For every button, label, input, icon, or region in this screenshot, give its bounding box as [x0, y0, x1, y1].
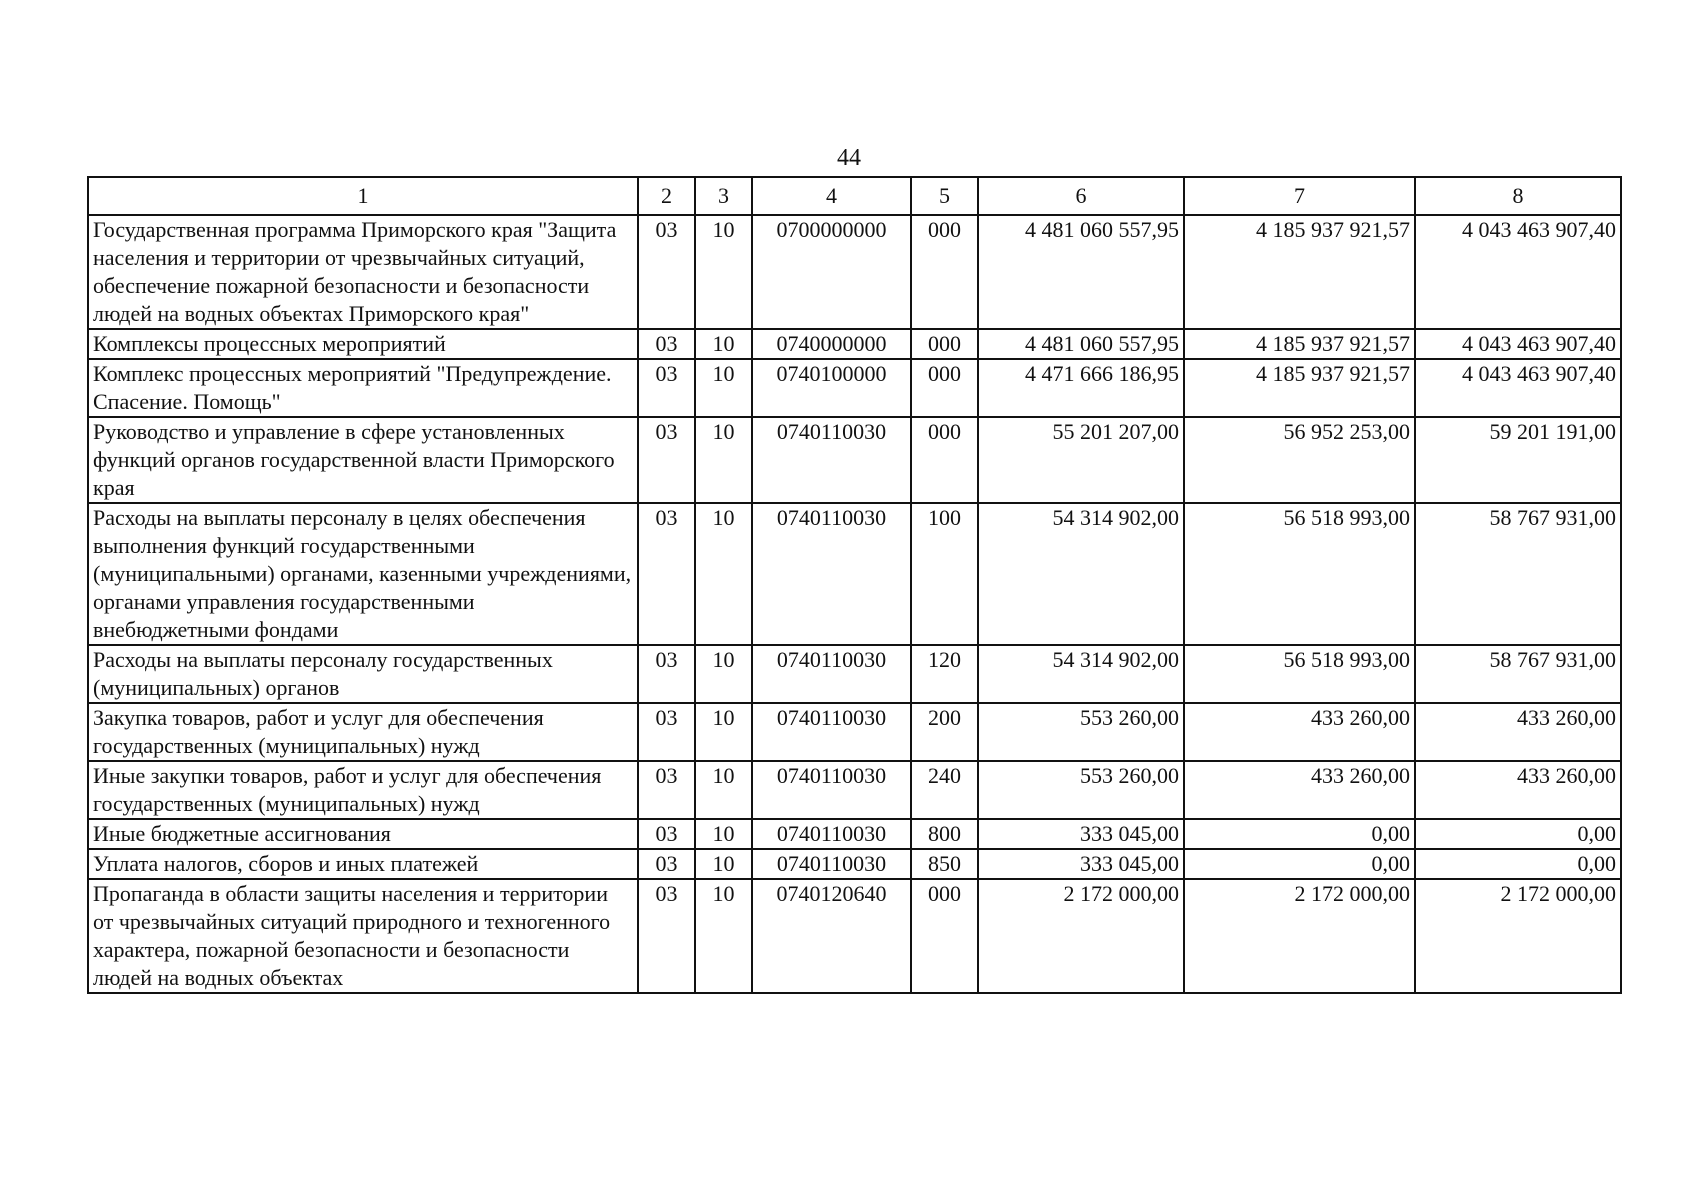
expense-type-code: 800: [911, 819, 978, 849]
expense-type-code: 120: [911, 645, 978, 703]
subsection-code: 10: [695, 703, 752, 761]
amount-col8: 58 767 931,00: [1415, 645, 1621, 703]
item-name: Иные закупки товаров, работ и услуг для обеспечения государственных (муниципальных) нужд: [88, 761, 638, 819]
expense-type-code: 100: [911, 503, 978, 645]
amount-col8: 0,00: [1415, 849, 1621, 879]
amount-col7: 2 172 000,00: [1184, 879, 1415, 993]
amount-col8: 2 172 000,00: [1415, 879, 1621, 993]
item-name: Комплекс процессных мероприятий "Предупреждение. Спасение. Помощь": [88, 359, 638, 417]
target-article-code: 0740100000: [752, 359, 911, 417]
target-article-code: 0740110030: [752, 645, 911, 703]
amount-col6: 4 471 666 186,95: [978, 359, 1184, 417]
target-article-code: 0700000000: [752, 215, 911, 329]
expense-type-code: 000: [911, 215, 978, 329]
amount-col6: 4 481 060 557,95: [978, 215, 1184, 329]
amount-col6: 553 260,00: [978, 761, 1184, 819]
amount-col8: 4 043 463 907,40: [1415, 329, 1621, 359]
item-name: Пропаганда в области защиты населения и территории от чрезвычайных ситуаций природного и техногенного характера, пожарной безопасности и безопасности людей на водных объектах: [88, 879, 638, 993]
amount-col6: 4 481 060 557,95: [978, 329, 1184, 359]
column-header: 7: [1184, 177, 1415, 215]
table-row: [88, 359, 1621, 417]
table-row: [88, 761, 1621, 819]
subsection-code: 10: [695, 645, 752, 703]
amount-col6: 553 260,00: [978, 703, 1184, 761]
table-row: [88, 819, 1621, 849]
section-code: 03: [638, 215, 695, 329]
amount-col7: 4 185 937 921,57: [1184, 329, 1415, 359]
item-name: Комплексы процессных мероприятий: [88, 329, 638, 359]
target-article-code: 0740110030: [752, 819, 911, 849]
amount-col8: 59 201 191,00: [1415, 417, 1621, 503]
target-article-code: 0740110030: [752, 849, 911, 879]
table-row: [88, 879, 1621, 993]
amount-col7: 0,00: [1184, 849, 1415, 879]
section-code: 03: [638, 359, 695, 417]
page-number: 44: [837, 145, 861, 171]
amount-col7: 433 260,00: [1184, 703, 1415, 761]
table-row: [88, 645, 1621, 703]
amount-col7: 0,00: [1184, 819, 1415, 849]
section-code: 03: [638, 645, 695, 703]
subsection-code: 10: [695, 879, 752, 993]
column-header: 1: [88, 177, 638, 215]
table-row: [88, 703, 1621, 761]
amount-col8: 58 767 931,00: [1415, 503, 1621, 645]
item-name: Государственная программа Приморского края "Защита населения и территории от чрезвычайных ситуаций, обеспечение пожарной безопасности и безопасности людей на водных объектах Приморского края": [88, 215, 638, 329]
amount-col8: 433 260,00: [1415, 761, 1621, 819]
expense-type-code: 850: [911, 849, 978, 879]
table-body: [88, 215, 1621, 993]
table-row: [88, 849, 1621, 879]
amount-col7: 56 952 253,00: [1184, 417, 1415, 503]
expense-type-code: 240: [911, 761, 978, 819]
header-row: [88, 177, 1621, 215]
column-header: 8: [1415, 177, 1621, 215]
item-name: Расходы на выплаты персоналу государственных (муниципальных) органов: [88, 645, 638, 703]
target-article-code: 0740000000: [752, 329, 911, 359]
subsection-code: 10: [695, 849, 752, 879]
item-name: Расходы на выплаты персоналу в целях обеспечения выполнения функций государственными (муниципальными) органами, казенными учреждениями, органами управления государственными внебюджетными фондами: [88, 503, 638, 645]
amount-col8: 433 260,00: [1415, 703, 1621, 761]
target-article-code: 0740120640: [752, 879, 911, 993]
subsection-code: 10: [695, 819, 752, 849]
item-name: Иные бюджетные ассигнования: [88, 819, 638, 849]
amount-col6: 2 172 000,00: [978, 879, 1184, 993]
amount-col6: 54 314 902,00: [978, 503, 1184, 645]
subsection-code: 10: [695, 503, 752, 645]
target-article-code: 0740110030: [752, 761, 911, 819]
amount-col6: 54 314 902,00: [978, 645, 1184, 703]
target-article-code: 0740110030: [752, 703, 911, 761]
section-code: 03: [638, 849, 695, 879]
subsection-code: 10: [695, 761, 752, 819]
section-code: 03: [638, 417, 695, 503]
section-code: 03: [638, 703, 695, 761]
column-header: 3: [695, 177, 752, 215]
amount-col8: 4 043 463 907,40: [1415, 215, 1621, 329]
amount-col8: 0,00: [1415, 819, 1621, 849]
column-header: 5: [911, 177, 978, 215]
expense-type-code: 000: [911, 329, 978, 359]
expense-type-code: 000: [911, 359, 978, 417]
table-row: [88, 215, 1621, 329]
target-article-code: 0740110030: [752, 503, 911, 645]
budget-table: [87, 176, 1622, 994]
section-code: 03: [638, 503, 695, 645]
item-name: Руководство и управление в сфере установленных функций органов государственной власти Приморского края: [88, 417, 638, 503]
amount-col7: 56 518 993,00: [1184, 503, 1415, 645]
amount-col7: 4 185 937 921,57: [1184, 215, 1415, 329]
table-row: [88, 503, 1621, 645]
subsection-code: 10: [695, 329, 752, 359]
expense-type-code: 000: [911, 879, 978, 993]
table-row: [88, 329, 1621, 359]
item-name: Уплата налогов, сборов и иных платежей: [88, 849, 638, 879]
amount-col7: 4 185 937 921,57: [1184, 359, 1415, 417]
section-code: 03: [638, 879, 695, 993]
amount-col7: 56 518 993,00: [1184, 645, 1415, 703]
column-header: 6: [978, 177, 1184, 215]
expense-type-code: 200: [911, 703, 978, 761]
amount-col6: 333 045,00: [978, 849, 1184, 879]
amount-col8: 4 043 463 907,40: [1415, 359, 1621, 417]
item-name: Закупка товаров, работ и услуг для обеспечения государственных (муниципальных) нужд: [88, 703, 638, 761]
column-header: 2: [638, 177, 695, 215]
table-row: [88, 417, 1621, 503]
section-code: 03: [638, 761, 695, 819]
section-code: 03: [638, 329, 695, 359]
expense-type-code: 000: [911, 417, 978, 503]
column-header: 4: [752, 177, 911, 215]
subsection-code: 10: [695, 417, 752, 503]
amount-col7: 433 260,00: [1184, 761, 1415, 819]
subsection-code: 10: [695, 359, 752, 417]
amount-col6: 55 201 207,00: [978, 417, 1184, 503]
target-article-code: 0740110030: [752, 417, 911, 503]
section-code: 03: [638, 819, 695, 849]
amount-col6: 333 045,00: [978, 819, 1184, 849]
subsection-code: 10: [695, 215, 752, 329]
